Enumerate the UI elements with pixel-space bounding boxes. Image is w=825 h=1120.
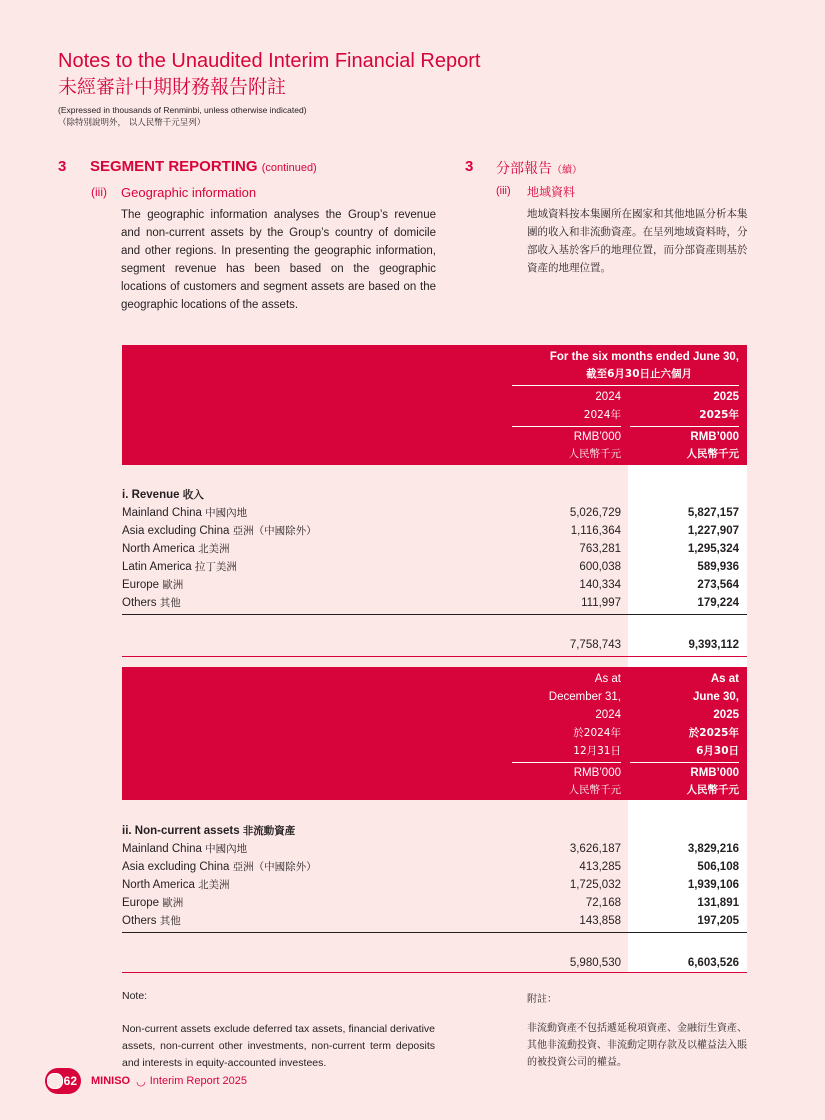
col-2025-year-zh: 於2025年 — [688, 727, 739, 739]
row-label-zh: 拉丁美洲 — [194, 561, 237, 573]
row-label — [122, 594, 181, 612]
footer — [45, 1068, 247, 1094]
row-label — [122, 522, 317, 540]
page-title-zh: 未經審計中期財務報告附註 — [58, 76, 287, 98]
col-2025-unit-zh: 人民幣千元 — [686, 784, 739, 796]
row-label — [122, 858, 317, 876]
assets-table-header — [122, 667, 747, 800]
row-label-en: North America — [122, 543, 195, 555]
value-2025: 1,939,106 — [687, 879, 739, 891]
value-2025: 131,891 — [697, 897, 739, 909]
row-label-zh: 歐洲 — [162, 579, 184, 591]
col-2025-as-at: As at — [710, 673, 739, 685]
expressed-note-zh: （除特別說明外， 以人民幣千元呈列） — [58, 118, 206, 128]
row-label-zh: 中國內地 — [205, 843, 248, 855]
col-2024-date-zh: 12月31日 — [573, 745, 621, 757]
row-label-en: Mainland China — [122, 507, 202, 519]
assets-total-row — [122, 954, 747, 972]
col-2025-unit: RMB’000 — [690, 431, 739, 443]
row-label-en: Europe — [122, 579, 160, 591]
revenue-label: i. Revenue — [122, 489, 180, 501]
section-continued-zh: （續） — [552, 165, 582, 176]
row-label — [122, 876, 230, 894]
col-2024-unit: RMB’000 — [573, 767, 621, 779]
expressed-note: (Expressed in thousands of Renminbi, unless otherwise indicated) — [58, 105, 307, 115]
value-2025: 5,827,157 — [687, 507, 739, 519]
value-2025: 589,936 — [697, 561, 739, 573]
revenue-row — [122, 594, 747, 612]
section-number-zh: 3 — [465, 158, 474, 175]
row-label — [122, 558, 237, 576]
assets-section-label — [122, 823, 295, 838]
row-label — [122, 540, 230, 558]
assets-row — [122, 840, 747, 858]
subtotal-rule — [122, 932, 747, 933]
assets-label: ii. Non-current assets — [122, 825, 240, 837]
row-label-zh: 其他 — [159, 915, 181, 927]
assets-label-zh: 非流動資產 — [242, 825, 296, 837]
row-label — [122, 840, 247, 858]
row-label-en: Asia excluding China — [122, 525, 230, 537]
value-2025: 179,224 — [697, 597, 739, 609]
col-2024-unit-zh: 人民幣千元 — [568, 448, 621, 460]
section-title-zh-text: 分部報告 — [496, 161, 552, 177]
col-2025-year: 2025 — [713, 391, 739, 403]
page-number: 62 — [45, 1068, 81, 1094]
row-label-zh: 其他 — [159, 597, 181, 609]
col-2024-as-at: As at — [594, 673, 621, 685]
value-2024: 5,026,729 — [569, 507, 621, 519]
col-2025-date: June 30, — [692, 691, 739, 703]
row-label-zh: 北美洲 — [198, 543, 230, 555]
revenue-total-2025: 9,393,112 — [688, 639, 739, 651]
col-2024-date: December 31, — [548, 691, 621, 703]
col-2024-year-zh: 2024年 — [583, 409, 621, 421]
revenue-row — [122, 522, 747, 540]
value-2025: 1,295,324 — [687, 543, 739, 555]
assets-row — [122, 912, 747, 930]
row-label-zh: 亞洲（中國除外） — [232, 861, 317, 873]
header-divider — [630, 762, 739, 763]
revenue-label-zh: 收入 — [182, 489, 204, 501]
header-divider — [630, 426, 739, 427]
col-2025-year-zh: 2025年 — [699, 409, 739, 421]
page-title: Notes to the Unaudited Interim Financial Report — [58, 50, 481, 72]
row-label — [122, 912, 181, 930]
subtotal-rule — [122, 614, 747, 615]
col-2024-year: 2024 — [595, 391, 621, 403]
value-2025: 1,227,907 — [687, 525, 739, 537]
row-label-en: Asia excluding China — [122, 861, 230, 873]
value-2024: 111,997 — [581, 597, 621, 609]
value-2024: 600,038 — [579, 561, 621, 573]
value-2024: 1,725,032 — [569, 879, 621, 891]
value-2025: 197,205 — [697, 915, 739, 927]
note-text: Non-current assets exclude deferred tax assets, financial derivative assets, non-current other investments, non-current term deposits and interests in equity-accounted investees. — [122, 1023, 435, 1069]
row-label-zh: 亞洲（中國除外） — [232, 525, 317, 537]
row-label-en: Mainland China — [122, 843, 202, 855]
header-divider — [512, 762, 621, 763]
report-name: Interim Report 2025 — [149, 1075, 247, 1087]
subsection-title: Geographic information — [121, 185, 257, 200]
geographic-paragraph-zh: 地域資料按本集團所在國家和其他地區分析本集團的收入和非流動資產。在呈列地域資料時，分部收入基於客戶的地理位置，而分部資產則基於資產的地理位置。 — [527, 208, 748, 274]
assets-row — [122, 858, 747, 876]
note-label-zh: 附註： — [527, 994, 557, 1005]
brand-name: MINISO — [91, 1075, 131, 1087]
note-text-zh: 非流動資產不包括遞延稅項資產、金融衍生資產、其他非流動投資、非流動定期存款及以權益法入賬的被投資公司的權益。 — [527, 1023, 747, 1068]
row-label — [122, 894, 183, 912]
row-label-en: Others — [122, 597, 157, 609]
value-2025: 506,108 — [697, 861, 739, 873]
row-label-zh: 中國內地 — [205, 507, 248, 519]
revenue-total-row — [122, 636, 747, 654]
assets-row — [122, 894, 747, 912]
period-label: For the six months ended June 30, — [549, 351, 739, 363]
section-title-zh — [496, 158, 582, 178]
value-2024: 72,168 — [585, 897, 621, 909]
revenue-table-header — [122, 345, 747, 465]
total-rule — [122, 972, 747, 973]
revenue-row — [122, 504, 747, 522]
row-label-zh: 歐洲 — [162, 897, 184, 909]
subsection-title-zh: 地域資料 — [527, 185, 576, 199]
revenue-section-label — [122, 487, 204, 502]
subsection-number-zh: (iii) — [496, 185, 511, 197]
col-2024-year-zh: 於2024年 — [573, 727, 621, 739]
section-continued: (continued) — [261, 162, 317, 174]
col-2025-year: 2025 — [713, 709, 739, 721]
col-2025-date-zh: 6月30日 — [696, 745, 739, 757]
header-divider — [512, 385, 739, 386]
revenue-row — [122, 540, 747, 558]
assets-total-2025: 6,603,526 — [687, 957, 739, 969]
geographic-paragraph: The geographic information analyses the Group’s revenue and non-current assets by the Group’s country of domicile and other regions. In presenting the geographic information, segment revenue has been based on the geographic locations of customers and segment assets are based on the geographic locations of the assets. — [121, 209, 436, 311]
header-divider — [512, 426, 621, 427]
value-2024: 763,281 — [579, 543, 621, 555]
row-label-en: Others — [122, 915, 157, 927]
smile-logo-icon: ◡ — [136, 1075, 146, 1088]
value-2024: 140,334 — [579, 579, 621, 591]
row-label-en: North America — [122, 879, 195, 891]
value-2025: 3,829,216 — [687, 843, 739, 855]
revenue-row — [122, 576, 747, 594]
total-rule — [122, 656, 747, 657]
subsection-number: (iii) — [91, 185, 107, 199]
col-2024-unit: RMB’000 — [573, 431, 621, 443]
assets-total-2024: 5,980,530 — [569, 957, 621, 969]
section-title-text: SEGMENT REPORTING — [90, 158, 258, 175]
row-label-zh: 北美洲 — [198, 879, 230, 891]
row-label — [122, 576, 183, 594]
col-2025-unit: RMB’000 — [690, 767, 739, 779]
row-label-en: Latin America — [122, 561, 192, 573]
row-label-en: Europe — [122, 897, 160, 909]
section-title — [90, 158, 317, 175]
col-2025-unit-zh: 人民幣千元 — [686, 448, 739, 460]
value-2024: 3,626,187 — [569, 843, 621, 855]
section-number: 3 — [58, 158, 67, 175]
col-2024-unit-zh: 人民幣千元 — [568, 784, 621, 796]
revenue-total-2024: 7,758,743 — [569, 639, 621, 651]
value-2024: 413,285 — [579, 861, 621, 873]
value-2024: 143,858 — [579, 915, 621, 927]
note-label: Note: — [122, 990, 148, 1002]
row-label — [122, 504, 247, 522]
assets-row — [122, 876, 747, 894]
value-2024: 1,116,364 — [570, 525, 621, 537]
value-2025: 273,564 — [697, 579, 739, 591]
revenue-row — [122, 558, 747, 576]
col-2024-year: 2024 — [595, 709, 621, 721]
period-label-zh: 截至6月30日止六個月 — [586, 368, 692, 380]
